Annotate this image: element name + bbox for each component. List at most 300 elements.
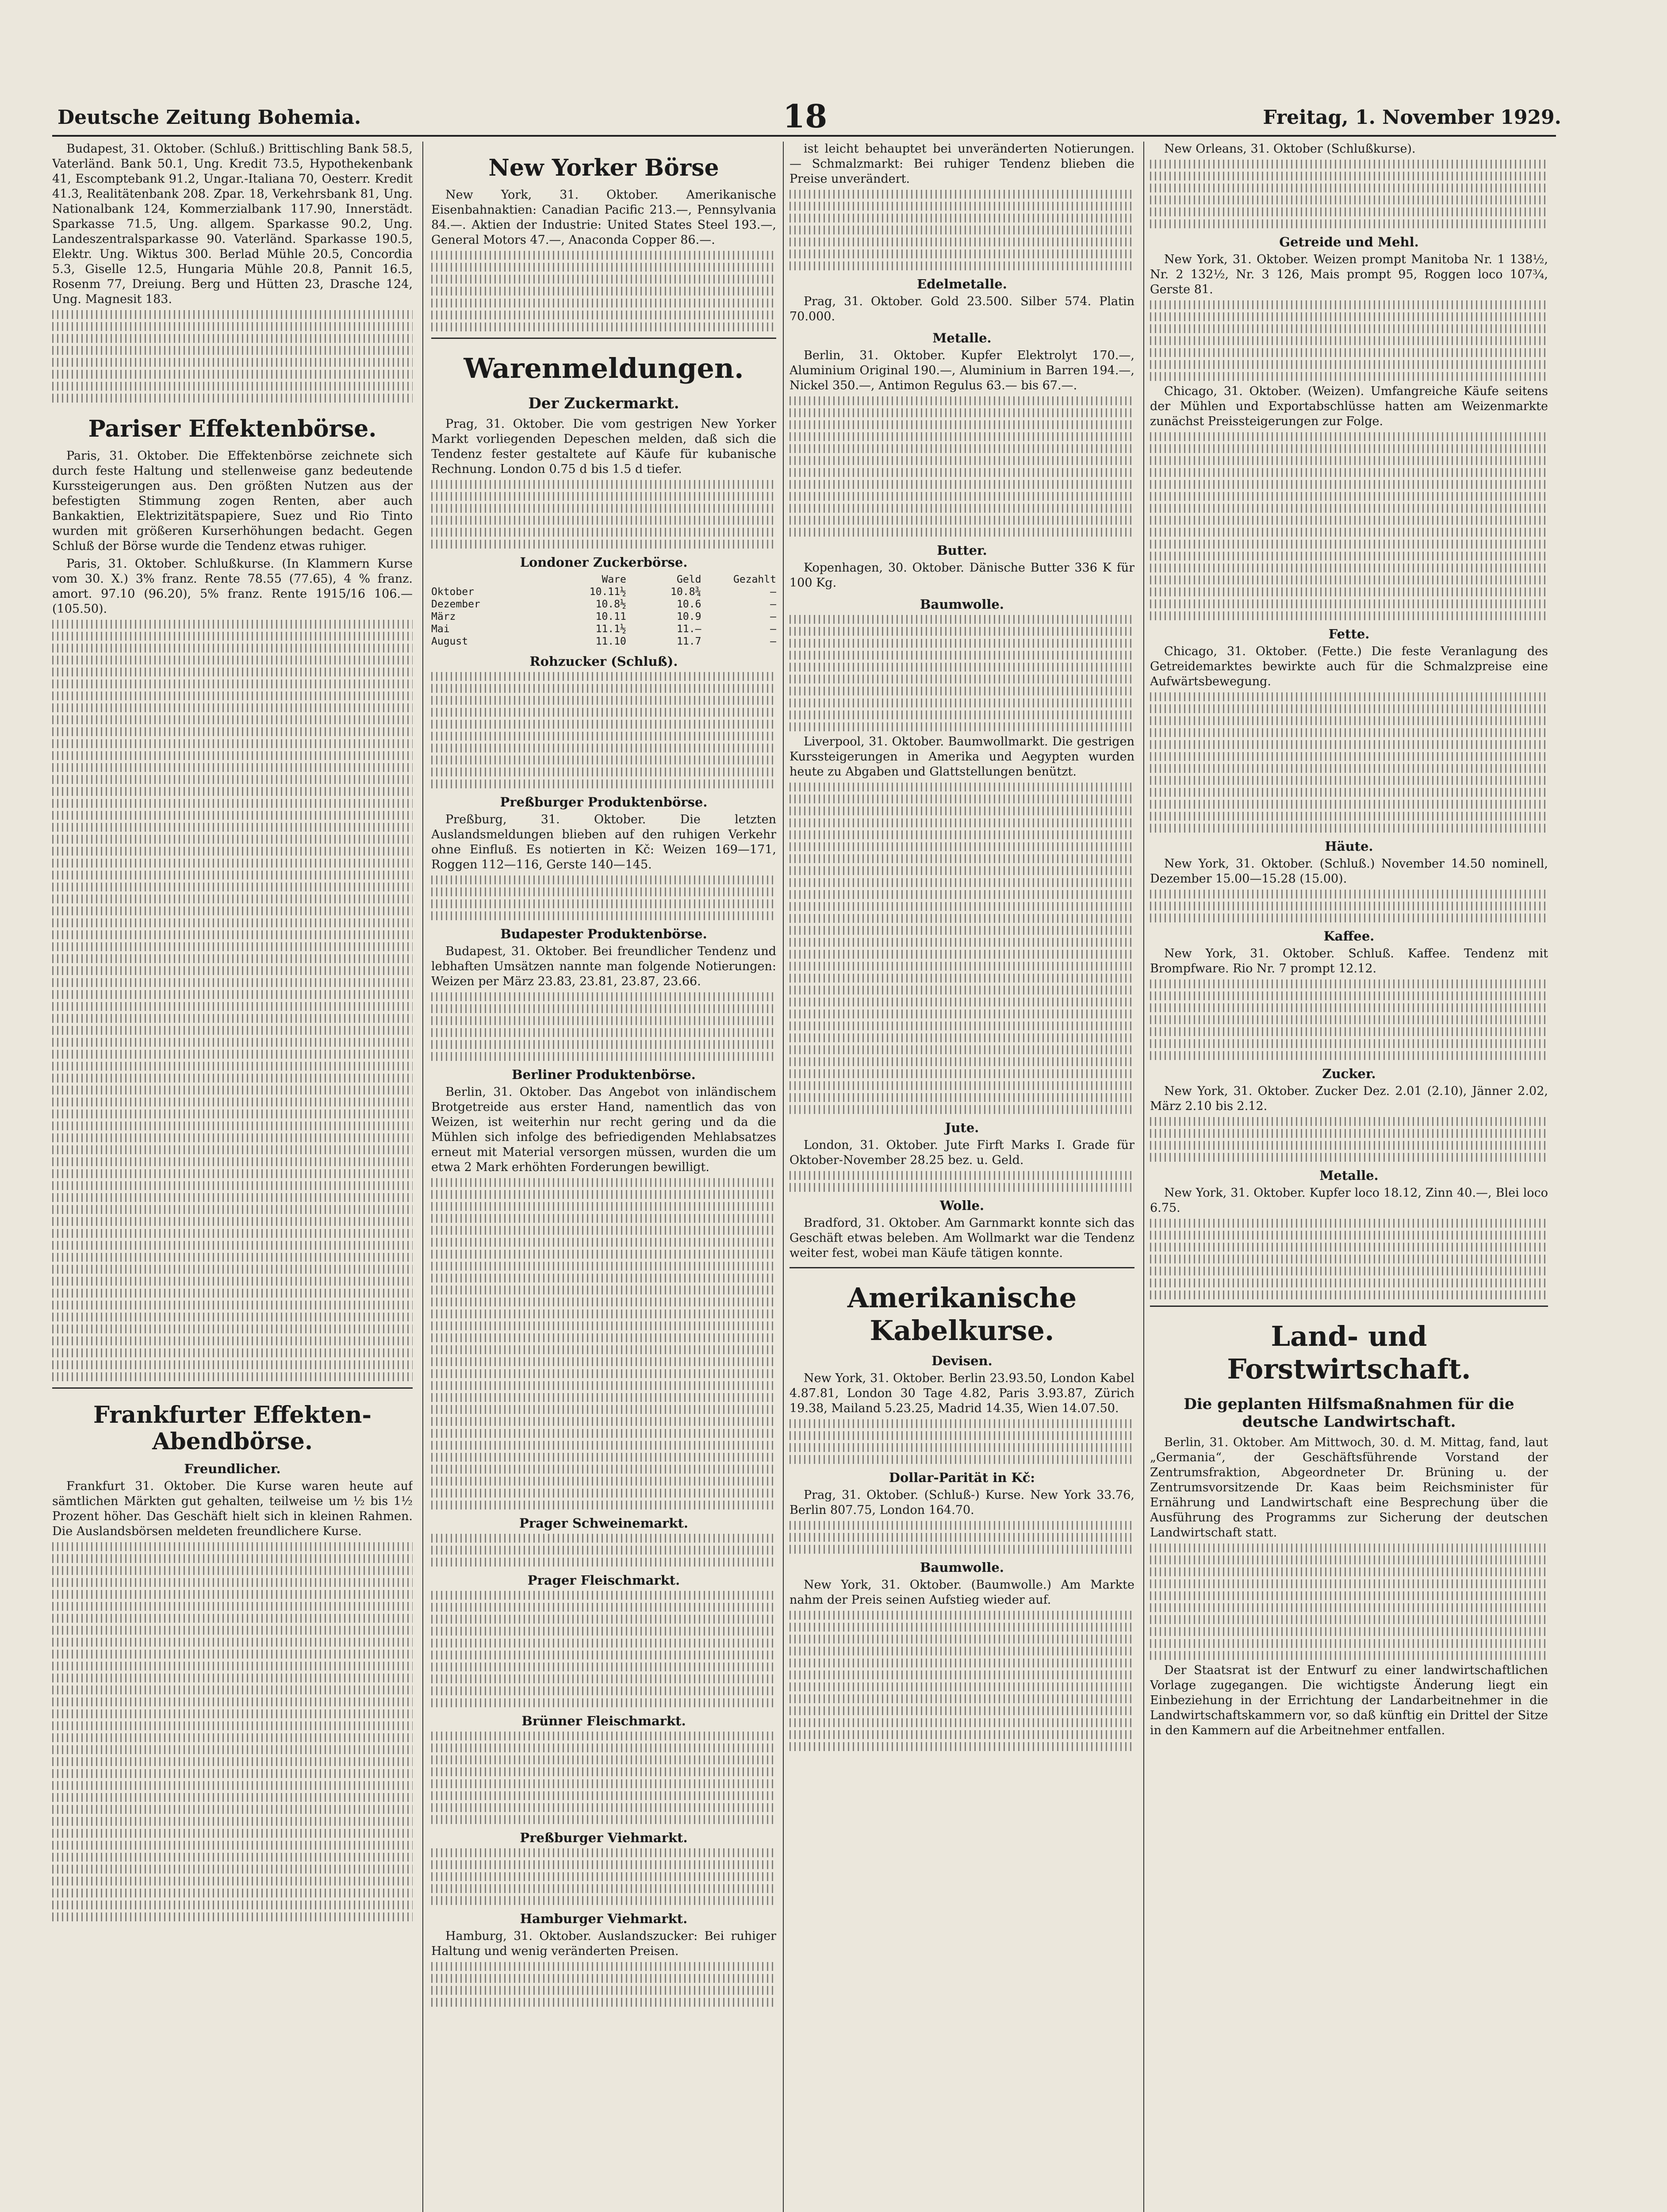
heading-prager-schweine: Prager Schweinemarkt.: [519, 1516, 688, 1531]
text-line: [431, 1190, 776, 1199]
text-line: [431, 1441, 776, 1450]
text-line: [431, 1501, 776, 1509]
text-line: [52, 1793, 413, 1802]
text-line: [52, 1829, 413, 1838]
text-line: [1150, 1555, 1548, 1564]
text-line: [52, 632, 413, 641]
text-line: [52, 370, 413, 379]
text-line: [52, 1638, 413, 1647]
header-rule: [52, 135, 1556, 137]
text-line: [52, 859, 413, 868]
heading-metalle: Metalle.: [932, 330, 992, 346]
text-line: [1150, 1141, 1548, 1150]
text-line: [52, 1578, 413, 1587]
text-line: [1150, 372, 1548, 381]
text-line: [52, 775, 413, 784]
text-line: [431, 1321, 776, 1330]
text-line: [52, 1181, 413, 1190]
text-line: [52, 1145, 413, 1154]
text-line: [431, 1417, 776, 1426]
text-line: [52, 322, 413, 331]
text-line: [52, 358, 413, 367]
text-line: [789, 396, 1134, 405]
text-line: [431, 1558, 776, 1567]
text-line: [52, 811, 413, 820]
text-line: [1150, 812, 1548, 821]
heading-fette: Fette.: [1328, 626, 1370, 641]
text-line: [789, 492, 1134, 501]
text-line: [52, 1805, 413, 1814]
budapest-report: Budapest, 31. Oktober. (Schluß.) Brittischling Bank 58.5, Vaterländ. Bank 50.1, Ung. Kredit 73.5, Hypothekenbank 41, Escomptebank 91.2, Ungar.-Italiana 70, Oesterr. Kredit 41.3, Realitätenbank 208. Zpar. 18, Verkehrsbank 81, Ung. Nationalbank 124, Kommerzialbank 117.90, Innerstädt. Sparkasse 71.5, Ung. allgem. Sparkasse 90.2, Ung. Landeszentralsparkasse 90. Vaterländ. Sparkasse 190.5, Elektr. Ung. Wiktus 300. Berlad Mühle 20.5, Concordia 5.3, Giselle 12.5, Hungaria Mühle 20.8, Pannit 16.5, Rosenm 77, Dreiung. Berg und Hütten 23, Drasche 124, Ung. Magnesit 183.: [52, 142, 413, 306]
text-line: [52, 799, 413, 808]
text-line: [789, 651, 1134, 660]
text-line: [431, 251, 776, 260]
text-line: [789, 806, 1134, 815]
london-sugar-table: [431, 573, 776, 648]
heading-rohzucker: Rohzucker (Schluß).: [529, 654, 678, 669]
text-line: [789, 1659, 1134, 1667]
text-line: [431, 1369, 776, 1378]
text-line: [1150, 704, 1548, 713]
text-line: [431, 1310, 776, 1318]
text-line: [52, 930, 413, 939]
text-line: [52, 787, 413, 796]
text-line: [52, 1372, 413, 1381]
market-continuation: ist leicht behauptet bei unveränderten Notierungen. — Schmalzmarkt: Bei ruhiger Tendenz blieben die Preise unverändert.: [789, 142, 1134, 186]
text-line: [1150, 788, 1548, 797]
text-line: [431, 1627, 776, 1636]
text-line: [789, 250, 1134, 258]
paris-closing: Paris, 31. Oktober. Schlußkurse. (In Klammern Kurse vom 30. X.) 3% franz. Rente 78.55 (77.65), 4 % franz. amort. 97.10 (96.20), 5% franz. Rente 1915/16 106.— (105.50).: [52, 557, 413, 616]
section-heading-paris: Pariser Effektenbörse.: [88, 415, 377, 442]
text-line: [52, 1205, 413, 1214]
jute-report: London, 31. Oktober. Jute Firft Marks I. Grade für Oktober-November 28.25 bez. u. Geld.: [789, 1138, 1134, 1167]
text-line: [52, 1289, 413, 1298]
pressburg-report: Preßburg, 31. Oktober. Die letzten Auslandsmeldungen blieben auf den ruhigen Verkehr ohne Einfluß. Es notierten in Kč: Weizen 169—171, Roggen 112—116, Gerste 140—145.: [431, 813, 776, 872]
article-headline-hilfsmassnahmen: Die geplanten Hilfsmaßnahmen für die deutsche Landwirtschaft.: [1184, 1395, 1514, 1431]
text-line: [52, 703, 413, 712]
text-line: [1150, 480, 1548, 489]
newspaper-name: Deutsche Zeitung Bohemia.: [57, 106, 361, 129]
text-line: [1150, 348, 1548, 357]
section-heading-waren: Warenmeldungen.: [464, 352, 744, 384]
text-line: [52, 1674, 413, 1682]
text-line: [431, 708, 776, 717]
section-heading-newyork: New Yorker Börse: [488, 154, 719, 181]
text-line: [789, 783, 1134, 791]
text-line: [431, 480, 776, 489]
text-line: [1150, 219, 1548, 228]
heading-pressburger-vieh: Preßburger Viehmarkt.: [520, 1830, 688, 1845]
text-line: [431, 1998, 776, 2007]
text-line: [52, 334, 413, 343]
text-line: [52, 691, 413, 700]
berliner-report: Berlin, 31. Oktober. Das Angebot von inländischem Brotgetreide aus erster Hand, namentlich das von Weizen, ist weiterhin nur recht gering und da die Mühlen sich infolge des befriedigenden Mehlabsatzes erneut mit Material versorgen müssen, wurden die um etwa 2 Mark erhöhten Forderungen bewilligt.: [431, 1085, 776, 1174]
text-line: [52, 727, 413, 736]
text-line: [789, 214, 1134, 223]
text-line: [789, 1635, 1134, 1644]
text-line: [1150, 184, 1548, 192]
heading-metalle-ny: Metalle.: [1319, 1168, 1379, 1183]
hamburg-report: Hamburg, 31. Oktober. Auslandszucker: Bei ruhiger Haltung und wenig veränderten Preisen.: [431, 1929, 776, 1958]
text-line: [1150, 764, 1548, 773]
text-line: [789, 468, 1134, 477]
text-line: [52, 1590, 413, 1599]
heading-jute: Jute.: [945, 1120, 979, 1135]
text-line: [52, 823, 413, 832]
subheading-frankfurt: Freundlicher.: [184, 1461, 281, 1476]
text-line: [431, 899, 776, 908]
text-line: [52, 1074, 413, 1083]
text-line: [789, 1694, 1134, 1703]
text-line: [789, 480, 1134, 489]
text-line: [789, 1093, 1134, 1102]
text-line: [431, 1250, 776, 1259]
text-line: [52, 1348, 413, 1357]
text-line: [1150, 432, 1548, 441]
text-line: [431, 516, 776, 525]
text-line: [431, 1381, 776, 1390]
text-line: [1150, 528, 1548, 537]
text-line: [789, 1455, 1134, 1464]
text-line: [789, 710, 1134, 719]
text-line: [1150, 160, 1548, 169]
text-line: [52, 1360, 413, 1369]
text-line: [52, 954, 413, 963]
text-line: [431, 1872, 776, 1881]
text-line: [789, 1033, 1134, 1042]
haeute-report: New York, 31. Oktober. (Schluß.) November 14.50 nominell, Dezember 15.00—15.28 (15.00).: [1150, 857, 1548, 886]
text-line: [52, 1781, 413, 1790]
section-heading-land: Land- und Forstwirtschaft.: [1227, 1320, 1471, 1385]
text-line: [789, 890, 1134, 899]
text-line: [52, 310, 413, 319]
text-line: [1150, 824, 1548, 833]
section-separator: [52, 1387, 413, 1389]
text-line: [431, 780, 776, 788]
text-line: [52, 1014, 413, 1023]
text-line: [52, 1542, 413, 1551]
text-line: [1150, 1615, 1548, 1624]
text-line: [431, 756, 776, 764]
text-line: [789, 1671, 1134, 1679]
text-line: [1150, 1153, 1548, 1162]
heading-baumwolle-2: Baumwolle.: [920, 1560, 1004, 1575]
text-line: [789, 1730, 1134, 1739]
text-line: [789, 1045, 1134, 1054]
text-line: [789, 627, 1134, 636]
land-article-paragraph-1: Berlin, 31. Oktober. Am Mittwoch, 30. d. M. Mittag, fand, laut „Germania“, der Geschäftsführende Vorstand der Zentrumsfraktion, Abgeordneter Dr. Brüning u. der Zentrumsvorsitzende Dr. Kaas beim Reichsminister für Ernährung und Landwirtschaft eine Besprechung über die Ausführung des Programms zur Sicherung der deutschen Landwirtschaft statt.: [1150, 1436, 1548, 1540]
section-separator: [431, 338, 776, 339]
text-line: [789, 504, 1134, 513]
text-line: [1150, 360, 1548, 369]
text-line: [431, 1178, 776, 1187]
text-line: [789, 1431, 1134, 1440]
budapest-produkten-report: Budapest, 31. Oktober. Bei freundlicher Tendenz und lebhaften Umsätzen nannte man folgende Notierungen: Weizen per März 23.83, 23.81, 23.87, 23.66.: [431, 945, 776, 988]
edelmetalle-report: Prag, 31. Oktober. Gold 23.500. Silber 574. Platin 70.000.: [789, 295, 1134, 323]
text-line: [52, 1566, 413, 1575]
heading-kaffee: Kaffee.: [1323, 929, 1375, 944]
text-line: [1150, 800, 1548, 809]
page-number: 18: [783, 97, 828, 135]
text-line: [431, 1651, 776, 1659]
text-line: [1150, 902, 1548, 910]
text-line: [52, 1602, 413, 1611]
text-line: [1150, 1567, 1548, 1576]
text-line: [1150, 1255, 1548, 1263]
column-divider: [783, 142, 784, 2212]
text-line: [789, 1183, 1134, 1192]
text-line: [789, 1521, 1134, 1530]
section-heading-kabelkurse: Amerikanische Kabelkurse.: [847, 1282, 1077, 1347]
text-line: [52, 382, 413, 391]
text-line: [431, 1803, 776, 1812]
text-line: [789, 1545, 1134, 1554]
text-line: [431, 1226, 776, 1235]
heading-zuckermarkt: Der Zuckermarkt.: [528, 395, 679, 412]
text-line: [1150, 1231, 1548, 1240]
text-line: [431, 1040, 776, 1049]
text-line: [52, 1877, 413, 1886]
text-line: [431, 1732, 776, 1740]
text-line: [431, 768, 776, 776]
text-line: [52, 1217, 413, 1226]
text-line: [431, 1686, 776, 1695]
heading-budapester-produkten: Budapester Produktenbörse.: [500, 926, 707, 941]
text-line: [431, 1202, 776, 1211]
text-line: [431, 1615, 776, 1624]
text-line: [1150, 300, 1548, 309]
text-line: [52, 739, 413, 748]
text-line: [431, 911, 776, 920]
text-line: [789, 1171, 1134, 1180]
text-line: [431, 1016, 776, 1025]
text-line: [789, 432, 1134, 441]
text-line: [789, 1010, 1134, 1018]
text-line: [789, 878, 1134, 887]
text-line: [431, 1004, 776, 1013]
heading-hamburger-vieh: Hamburger Viehmarkt.: [520, 1911, 688, 1926]
text-line: [1150, 504, 1548, 513]
fette-report: Chicago, 31. Oktober. (Fette.) Die feste Veranlagung des Getreidemarktes bewirkte auch für die Schmalzpreise eine Aufwärtsbewegung.: [1150, 645, 1548, 688]
text-line: [789, 1057, 1134, 1066]
text-line: [52, 1650, 413, 1659]
text-line: [52, 1721, 413, 1730]
text-line: [1150, 324, 1548, 333]
text-line: [431, 1848, 776, 1857]
text-line: [52, 1614, 413, 1623]
text-line: [789, 1706, 1134, 1715]
heading-haeute: Häute.: [1325, 839, 1373, 854]
text-line: [1150, 1117, 1548, 1126]
text-line: [52, 715, 413, 724]
section-separator: [1150, 1306, 1548, 1307]
text-line: [431, 1465, 776, 1474]
text-line: [1150, 1003, 1548, 1012]
text-line: [52, 394, 413, 403]
text-line: [52, 1901, 413, 1909]
text-line: [1150, 914, 1548, 922]
text-line: [1150, 1015, 1548, 1024]
text-line: [1150, 692, 1548, 701]
text-line: [52, 1662, 413, 1671]
text-line: [1150, 1591, 1548, 1600]
text-line: [431, 1815, 776, 1824]
heading-devisen: Devisen.: [931, 1353, 993, 1368]
text-line: [431, 1453, 776, 1462]
wolle-report: Bradford, 31. Oktober. Am Garnmarkt konnte sich das Geschäft etwas beleben. Am Wollmarkt war die Tendenz weiter fest, wobei man Käufe tätigen konnte.: [789, 1216, 1134, 1260]
butter-report: Kopenhagen, 30. Oktober. Dänische Butter 336 K für 100 Kg.: [789, 561, 1134, 590]
text-line: [789, 261, 1134, 270]
text-line: [431, 1333, 776, 1342]
text-line: [431, 504, 776, 513]
text-line: [789, 226, 1134, 234]
text-line: [1150, 1544, 1548, 1552]
text-line: [1150, 1290, 1548, 1299]
heading-zucker-ny: Zucker.: [1322, 1066, 1376, 1081]
text-line: [1150, 1267, 1548, 1275]
newyork-report: New York, 31. Oktober. Amerikanische Eisenbahnaktien: Canadian Pacific 213.—, Pennsylvania 84.—. Aktien der Industrie: United States Steel 193.—, General Motors 47.—, Anaconda Copper 86.—.: [431, 188, 776, 247]
text-line: [1150, 516, 1548, 525]
text-line: [52, 1062, 413, 1071]
text-line: [1150, 991, 1548, 1000]
text-line: [431, 1028, 776, 1037]
text-line: [52, 1686, 413, 1694]
text-line: [431, 1743, 776, 1752]
text-line: [431, 1779, 776, 1788]
text-line: [1150, 776, 1548, 785]
text-line: [52, 1817, 413, 1826]
text-line: [52, 1626, 413, 1635]
text-line: [789, 795, 1134, 803]
text-line: [789, 962, 1134, 971]
text-line: [789, 687, 1134, 695]
text-line: [52, 1325, 413, 1333]
text-line: [52, 942, 413, 951]
heading-bruenner-fleisch: Brünner Fleischmarkt.: [521, 1713, 686, 1728]
text-line: [1150, 1627, 1548, 1636]
text-line: [52, 1229, 413, 1238]
text-line: [52, 1757, 413, 1766]
text-line: [431, 1674, 776, 1683]
text-line: [431, 1052, 776, 1061]
text-line: [789, 456, 1134, 465]
text-line: [431, 887, 776, 896]
text-line: [52, 1169, 413, 1178]
table-row: August 11.10 11.7 —: [431, 636, 776, 647]
text-line: [52, 1697, 413, 1706]
column-divider: [1143, 142, 1144, 2212]
text-line: [789, 938, 1134, 947]
text-line: [789, 950, 1134, 959]
table-header: Ware Geld Gezahlt: [602, 574, 776, 585]
text-line: [431, 1603, 776, 1612]
text-line: [52, 1853, 413, 1862]
text-line: [431, 1477, 776, 1486]
text-line: [52, 1098, 413, 1106]
text-line: [789, 408, 1134, 417]
text-line: [431, 263, 776, 272]
text-line: [789, 420, 1134, 429]
text-line: [52, 835, 413, 844]
text-line: [1150, 1219, 1548, 1228]
text-line: [1150, 1129, 1548, 1138]
text-line: [1150, 728, 1548, 737]
text-line: [431, 1286, 776, 1294]
text-line: [1150, 752, 1548, 761]
land-article-paragraph-2: Der Staatsrat ist der Entwurf zu einer landwirtschaftlichen Vorlage zugegangen. Die wichtigste Änderung liegt ein Einbeziehung in der Errichtung der Landarbeitnehmer in die Landwirtschaftskammern vor, so daß künftig ein Drittel der Sitze in den Kammern auf die Arbeitnehmer entfallen.: [1150, 1663, 1548, 1737]
frankfurt-report: Frankfurt 31. Oktober. Die Kurse waren heute auf sämtlichen Märkten gut gehalten, teilweise um ½ bis 1½ Prozent höher. Das Geschäft hielt sich in kleinen Rahmen. Die Auslandsbörsen meldeten freundlichere Kurse.: [52, 1479, 413, 1538]
text-line: [431, 528, 776, 537]
text-line: [52, 1241, 413, 1250]
text-line: [431, 1534, 776, 1543]
text-line: [52, 1912, 413, 1921]
text-line: [431, 1986, 776, 1995]
text-line: [52, 668, 413, 676]
text-line: [789, 902, 1134, 911]
text-line: [52, 1265, 413, 1274]
table-row: Dezember 10.8½ 10.6 —: [431, 599, 776, 610]
text-line: [431, 1639, 776, 1647]
chicago-report: Chicago, 31. Oktober. (Weizen). Umfangreiche Käufe seitens der Mühlen und Exportabschlüsse hatten am Weizenmarkte zunächst Preissteigerungen zur Folge.: [1150, 384, 1548, 428]
text-line: [1150, 740, 1548, 749]
text-line: [52, 918, 413, 927]
text-line: [789, 926, 1134, 935]
text-line: [431, 1884, 776, 1893]
text-line: [431, 1357, 776, 1366]
text-line: [1150, 576, 1548, 584]
text-line: [789, 1533, 1134, 1542]
text-line: [789, 675, 1134, 684]
text-line: [789, 1443, 1134, 1452]
text-line: [431, 720, 776, 729]
text-line: [1150, 336, 1548, 345]
heading-baumwolle: Baumwolle.: [920, 597, 1004, 612]
table-row: Mai 11.1½ 11.— —: [431, 623, 776, 635]
column-2: [431, 142, 776, 2212]
text-line: [52, 1336, 413, 1345]
column-3: [789, 142, 1134, 2212]
section-heading-frankfurt: Frankfurter Effekten-Abendbörse.: [93, 1402, 372, 1455]
text-line: [52, 847, 413, 856]
text-line: [431, 1896, 776, 1905]
text-line: [431, 1546, 776, 1555]
text-line: [1150, 716, 1548, 725]
paris-report: Paris, 31. Oktober. Die Effektenbörse zeichnete sich durch feste Haltung und stellenweise ganz bedeutende Kurssteigerungen aus. Den größten Nutzen aus der befestigten Stimmung zogen Renten, aber auch Bankaktien, Elektrizitätspapiere, Suez und Rio Tinto wurden mit größeren Kurserhöhungen bedacht. Gegen Schluß der Börse wurde die Tendenz etwas ruhiger.: [52, 449, 413, 553]
text-line: [789, 699, 1134, 707]
text-line: [52, 644, 413, 653]
text-line: [789, 615, 1134, 624]
heading-berliner-produkten: Berliner Produktenbörse.: [512, 1067, 696, 1082]
page-header: [57, 97, 1561, 133]
text-line: [1150, 552, 1548, 561]
text-line: [52, 1889, 413, 1897]
text-line: [789, 1718, 1134, 1727]
text-line: [1150, 456, 1548, 465]
text-line: [52, 1253, 413, 1262]
text-line: [789, 202, 1134, 211]
text-line: [1150, 1039, 1548, 1048]
text-line: [52, 1313, 413, 1321]
text-line: [789, 818, 1134, 827]
text-line: [431, 992, 776, 1001]
text-line: [431, 1429, 776, 1438]
text-line: [789, 1022, 1134, 1030]
text-line: [1150, 196, 1548, 204]
text-line: [431, 1860, 776, 1869]
text-line: [52, 1110, 413, 1118]
text-line: [1150, 1603, 1548, 1612]
